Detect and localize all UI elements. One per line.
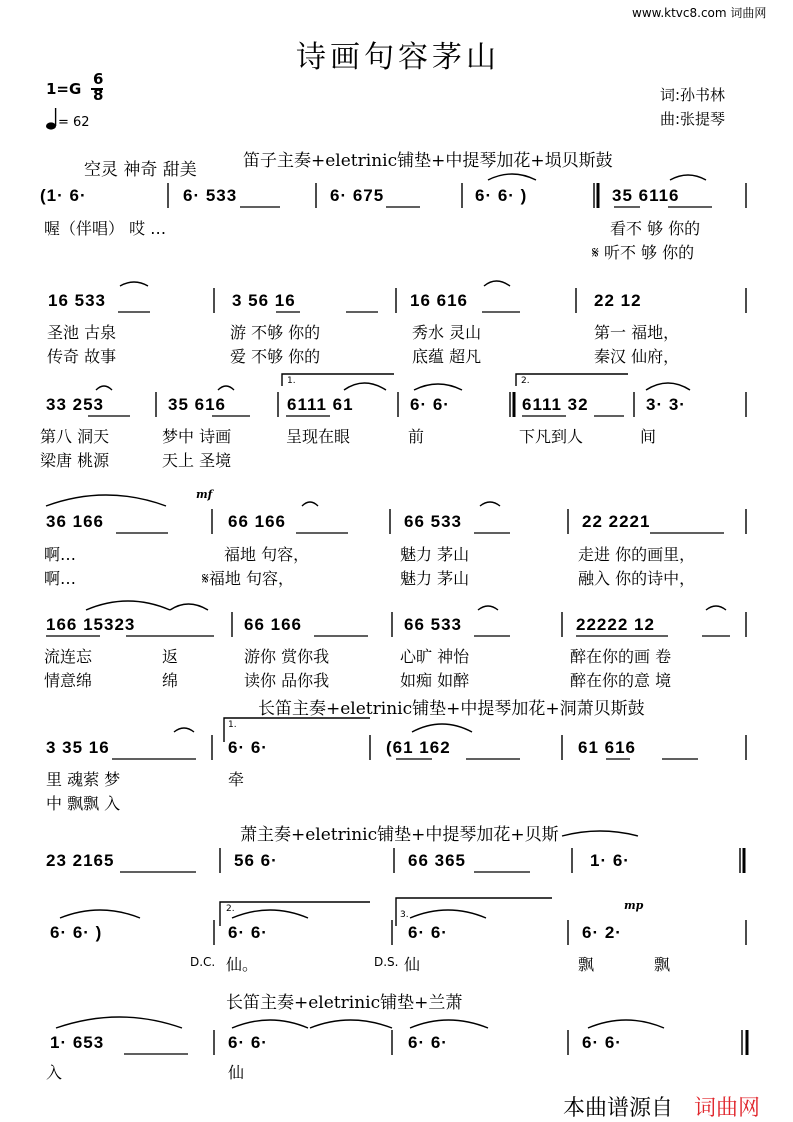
lyric-row-0-c: 𝄋 听不 够 你的 [592, 243, 695, 262]
composer-credit: 曲:张提琴 [660, 110, 726, 128]
lyric-row-2-a0: 第八 洞天 [40, 427, 110, 446]
notes-row-8-m3: 6· 6· [582, 1033, 622, 1052]
notes-row-8-m1: 6· 6· [228, 1033, 268, 1052]
notes-row-7-m1: 6· 6· [228, 923, 268, 942]
instrumentation-1: 笛子主奏+eletrinic铺垫+中提琴加花+埙贝斯鼓 [243, 151, 613, 171]
lyricist-credit: 词:孙书林 [660, 86, 726, 104]
style-note: 空灵 神奇 甜美 [84, 160, 197, 180]
instrumentation-4: 长笛主奏+eletrinic铺垫+兰萧 [226, 993, 463, 1013]
notes-row-8-m2: 6· 6· [408, 1033, 448, 1052]
lyric-row-4-a4: 醉在你的画 卷 [570, 647, 672, 666]
lyric-row-1-a2: 秀水 灵山 [412, 323, 482, 342]
lyric-row-8-a0: 入 [46, 1063, 63, 1082]
lyric-row-4-a1: 返 [162, 647, 179, 666]
lyric-row-2-a5: 间 [640, 427, 657, 446]
volta-2: 2. [521, 376, 530, 386]
notes-row-1-m2: 16 616 [410, 291, 468, 310]
volta-1: 1. [287, 376, 296, 386]
instrumentation-3: 萧主奏+eletrinic铺垫+中提琴加花+贝斯 [240, 825, 559, 845]
lyric-row-3-b1: 𝄋福地 句容， [202, 569, 294, 588]
notes-row-0-m1: 6· 533 [183, 186, 238, 205]
lyric-row-1-b1: 爱 不够 你的 [230, 347, 321, 366]
notes-row-2-m1: 35 616 [168, 395, 226, 414]
lyric-row-1-a0: 圣池 古泉 [47, 323, 117, 342]
lyric-row-2-a3: 前 [408, 427, 425, 446]
notes-row-6-m0: 23 2165 [46, 851, 115, 870]
lyric-row-2-a1: 梦中 诗画 [162, 427, 232, 446]
lyric-row-7-a1: 仙。 [226, 955, 259, 974]
dc-marking: D.C. [190, 955, 216, 969]
lyric-row-4-a0: 流连忘 [44, 647, 93, 666]
notes-row-1-m3: 22 12 [594, 291, 642, 310]
notes-row-1-m0: 16 533 [48, 291, 106, 310]
lyric-row-3-b2: 魅力 茅山 [400, 569, 470, 588]
source-label-text: 本曲谱源自 [563, 1096, 674, 1121]
notes-row-4-m2: 66 533 [404, 615, 462, 634]
lyric-row-4-a3: 心旷 神怡 [400, 647, 470, 666]
notes-row-1-m1: 3 56 16 [232, 291, 296, 310]
site-watermark: www.ktvc8.com 词曲网 [632, 6, 767, 20]
lyric-row-2-a2: 呈现在眼 [286, 427, 351, 446]
lyric-row-1-b2: 底蕴 超凡 [412, 347, 482, 366]
volta-row5-1: 1. [228, 720, 237, 730]
lyric-row-2-a4: 下凡到人 [519, 427, 584, 446]
lyric-row-3-b3: 融入 你的诗中， [578, 569, 696, 588]
lyric-row-4-b3: 如痴 如醉 [400, 671, 470, 690]
notes-row-0-m0: (1· 6· [40, 186, 87, 205]
lyric-row-4-b1: 绵 [162, 671, 179, 690]
dynamic-mf: mf [196, 488, 213, 501]
lyric-row-4-b0: 情意绵 [44, 671, 93, 690]
lyric-row-1-b3: 秦汉 仙府， [594, 347, 680, 366]
notes-row-4-m0: 166 15323 [46, 615, 136, 634]
notes-row-7-m0: 6· 6· ) [50, 923, 103, 942]
lyric-row-3-a1: 福地 句容， [224, 545, 310, 564]
notes-row-3-m1: 66 166 [228, 512, 286, 531]
notes-row-5-m3: 61 616 [578, 738, 636, 757]
notes-row-8-m0: 1· 653 [50, 1033, 105, 1052]
notes-row-4-m1: 66 166 [244, 615, 302, 634]
lyric-row-4-a2: 游你 赏你我 [244, 647, 330, 666]
lyric-row-1-a1: 游 不够 你的 [230, 323, 321, 342]
dynamic-mp: mp [624, 899, 644, 912]
notes-row-5-m0: 3 35 16 [46, 738, 110, 757]
lyric-row-0-b: 看不 够 你的 [610, 219, 701, 238]
page-title: 诗画句容茅山 [296, 40, 500, 75]
lyric-row-3-b0: 啊… [44, 569, 77, 588]
notes-row-2-m4: 6111 32 [522, 395, 589, 414]
notes-row-3-m2: 66 533 [404, 512, 462, 531]
notes-row-7-m3: 6· 2· [582, 923, 622, 942]
notes-row-2-m0: 33 253 [46, 395, 104, 414]
key-signature: 1=G [46, 80, 82, 98]
notes-row-2-m5: 3· 3· [646, 395, 686, 414]
notes-row-5-m2: (61 162 [386, 738, 451, 757]
source-label-site: 词曲网 [694, 1096, 761, 1121]
lyric-row-7-a4: 飘 [578, 955, 595, 974]
time-signature-bottom: 8 [93, 86, 104, 104]
notes-row-6-m2: 66 365 [408, 851, 466, 870]
notes-row-6-m1: 56 6· [234, 851, 278, 870]
notes-row-2-m2: 6111 61 [287, 395, 354, 414]
lyric-row-5-a0: 里 魂萦 梦 [46, 770, 121, 789]
lyric-row-3-a0: 啊… [44, 545, 77, 564]
ds-marking: D.S. [374, 955, 399, 969]
notes-row-7-m2: 6· 6· [408, 923, 448, 942]
lyric-row-3-a2: 魅力 茅山 [400, 545, 470, 564]
lyric-row-0-a: 喔（伴唱） 哎 … [44, 219, 167, 238]
lyric-row-7-a3: 仙 [404, 955, 421, 974]
notes-row-6-m3: 1· 6· [590, 851, 630, 870]
lyric-row-4-b4: 醉在你的意 境 [570, 671, 672, 690]
lyric-row-1-a3: 第一 福地， [594, 323, 680, 342]
lyric-row-5-a1: 牵 [228, 770, 245, 789]
time-signature-top: 6 [93, 70, 104, 88]
notes-row-3-m0: 36 166 [46, 512, 104, 531]
notes-row-0-m2: 6· 675 [330, 186, 385, 205]
lyric-row-4-b2: 读你 品你我 [244, 671, 330, 690]
notes-row-3-m3: 22 2221 [582, 512, 651, 531]
volta-row7-2: 2. [226, 904, 235, 914]
lyric-row-7-a5: 飘 [654, 955, 671, 974]
notes-row-4-m3: 22222 12 [576, 615, 655, 634]
lyric-row-8-a1: 仙 [228, 1063, 245, 1082]
volta-row7-3: 3. [400, 910, 409, 920]
instrumentation-2: 长笛主奏+eletrinic铺垫+中提琴加花+洞萧贝斯鼓 [258, 699, 645, 719]
lyric-row-3-a3: 走进 你的画里， [578, 545, 696, 564]
notes-row-5-m1: 6· 6· [228, 738, 268, 757]
notes-row-0-m3: 6· 6· ) [475, 186, 528, 205]
lyric-row-2-b0: 梁唐 桃源 [40, 451, 110, 470]
notes-row-0-m4: 35 6116 [612, 186, 680, 205]
lyric-row-1-b0: 传奇 故事 [47, 347, 117, 366]
tempo-marking: = 62 [58, 115, 90, 130]
lyric-row-2-b1: 天上 圣境 [162, 451, 232, 470]
notes-row-2-m3: 6· 6· [410, 395, 450, 414]
lyric-row-5-b0: 中 飘飘 入 [46, 794, 121, 813]
